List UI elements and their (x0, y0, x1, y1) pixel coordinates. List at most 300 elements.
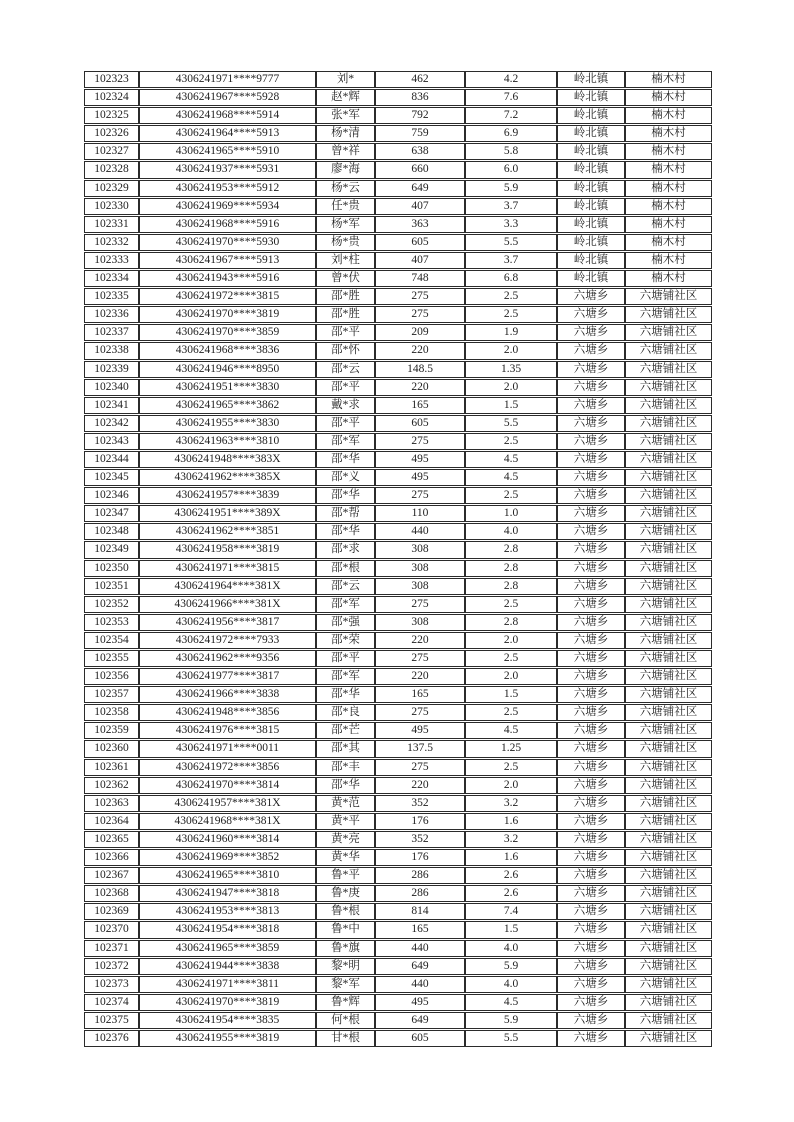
cell-village: 六塘铺社区 (625, 505, 712, 522)
cell-name: 邵*平 (316, 324, 375, 341)
table-row (84, 958, 712, 975)
cell-id_number: 4306241958****3819 (139, 541, 316, 558)
cell-quantity: 2.5 (465, 759, 557, 776)
cell-name: 鲁*中 (316, 921, 375, 938)
cell-id_number: 4306241962****3851 (139, 523, 316, 540)
cell-quantity: 1.5 (465, 921, 557, 938)
cell-id_number: 4306241972****3856 (139, 759, 316, 776)
cell-seq: 102334 (84, 270, 139, 287)
cell-town: 六塘乡 (557, 668, 625, 685)
cell-id_number: 4306241972****3815 (139, 288, 316, 305)
cell-seq: 102352 (84, 596, 139, 613)
table-row (84, 614, 712, 631)
cell-seq: 102343 (84, 433, 139, 450)
cell-name: 邵*胜 (316, 306, 375, 323)
cell-village: 六塘铺社区 (625, 288, 712, 305)
cell-village: 六塘铺社区 (625, 361, 712, 378)
cell-seq: 102331 (84, 216, 139, 233)
cell-amount: 165 (375, 921, 465, 938)
table-row (84, 1012, 712, 1029)
cell-id_number: 4306241944****3838 (139, 958, 316, 975)
cell-town: 六塘乡 (557, 361, 625, 378)
cell-quantity: 1.6 (465, 849, 557, 866)
cell-id_number: 4306241965****3810 (139, 867, 316, 884)
cell-village: 六塘铺社区 (625, 415, 712, 432)
table-row (84, 71, 712, 88)
cell-village: 六塘铺社区 (625, 342, 712, 359)
cell-village: 六塘铺社区 (625, 541, 712, 558)
cell-quantity: 5.5 (465, 234, 557, 251)
cell-amount: 748 (375, 270, 465, 287)
cell-quantity: 6.9 (465, 125, 557, 142)
cell-town: 六塘乡 (557, 487, 625, 504)
cell-village: 六塘铺社区 (625, 650, 712, 667)
cell-village: 楠木村 (625, 252, 712, 269)
cell-name: 刘* (316, 71, 375, 88)
cell-quantity: 6.8 (465, 270, 557, 287)
cell-quantity: 2.0 (465, 379, 557, 396)
cell-name: 邵*丰 (316, 759, 375, 776)
cell-id_number: 4306241954****3818 (139, 921, 316, 938)
cell-name: 鲁*平 (316, 867, 375, 884)
cell-id_number: 4306241953****3813 (139, 903, 316, 920)
cell-town: 六塘乡 (557, 324, 625, 341)
cell-amount: 209 (375, 324, 465, 341)
cell-village: 六塘铺社区 (625, 867, 712, 884)
cell-amount: 220 (375, 632, 465, 649)
cell-amount: 836 (375, 89, 465, 106)
cell-village: 楠木村 (625, 71, 712, 88)
cell-village: 六塘铺社区 (625, 976, 712, 993)
cell-quantity: 5.5 (465, 415, 557, 432)
cell-town: 六塘乡 (557, 686, 625, 703)
cell-village: 六塘铺社区 (625, 885, 712, 902)
cell-id_number: 4306241965****3862 (139, 397, 316, 414)
cell-quantity: 5.5 (465, 1030, 557, 1047)
cell-name: 杨*云 (316, 180, 375, 197)
cell-amount: 275 (375, 433, 465, 450)
cell-id_number: 4306241963****3810 (139, 433, 316, 450)
cell-town: 岭北镇 (557, 180, 625, 197)
cell-id_number: 4306241956****3817 (139, 614, 316, 631)
cell-amount: 495 (375, 994, 465, 1011)
cell-amount: 407 (375, 252, 465, 269)
cell-id_number: 4306241968****3836 (139, 342, 316, 359)
table-row (84, 505, 712, 522)
cell-name: 邵*军 (316, 433, 375, 450)
cell-amount: 407 (375, 198, 465, 215)
table-row (84, 940, 712, 957)
cell-id_number: 4306241947****3818 (139, 885, 316, 902)
cell-name: 邵*平 (316, 650, 375, 667)
cell-village: 六塘铺社区 (625, 1030, 712, 1047)
cell-town: 六塘乡 (557, 523, 625, 540)
cell-quantity: 2.8 (465, 560, 557, 577)
cell-name: 邵*平 (316, 415, 375, 432)
cell-name: 邵*根 (316, 560, 375, 577)
cell-amount: 275 (375, 704, 465, 721)
cell-id_number: 4306241964****5913 (139, 125, 316, 142)
cell-town: 岭北镇 (557, 89, 625, 106)
table-row (84, 759, 712, 776)
cell-seq: 102326 (84, 125, 139, 142)
cell-name: 黄*亮 (316, 831, 375, 848)
cell-quantity: 2.0 (465, 632, 557, 649)
cell-id_number: 4306241966****3838 (139, 686, 316, 703)
table-row (84, 451, 712, 468)
cell-town: 六塘乡 (557, 596, 625, 613)
cell-seq: 102346 (84, 487, 139, 504)
cell-amount: 605 (375, 234, 465, 251)
table-row (84, 795, 712, 812)
cell-amount: 165 (375, 397, 465, 414)
cell-name: 邵*华 (316, 523, 375, 540)
cell-village: 六塘铺社区 (625, 433, 712, 450)
cell-quantity: 1.25 (465, 740, 557, 757)
table-row (84, 921, 712, 938)
cell-id_number: 4306241948****383X (139, 451, 316, 468)
cell-village: 六塘铺社区 (625, 704, 712, 721)
cell-amount: 220 (375, 668, 465, 685)
cell-amount: 440 (375, 976, 465, 993)
cell-amount: 759 (375, 125, 465, 142)
cell-seq: 102361 (84, 759, 139, 776)
cell-seq: 102335 (84, 288, 139, 305)
cell-amount: 308 (375, 560, 465, 577)
cell-name: 廖*海 (316, 161, 375, 178)
cell-village: 六塘铺社区 (625, 487, 712, 504)
cell-amount: 605 (375, 415, 465, 432)
cell-quantity: 4.5 (465, 469, 557, 486)
cell-town: 岭北镇 (557, 143, 625, 160)
cell-quantity: 5.9 (465, 1012, 557, 1029)
cell-name: 邵*军 (316, 668, 375, 685)
cell-name: 戴*求 (316, 397, 375, 414)
cell-id_number: 4306241943****5916 (139, 270, 316, 287)
cell-seq: 102359 (84, 722, 139, 739)
cell-id_number: 4306241967****5928 (139, 89, 316, 106)
table-row (84, 89, 712, 106)
cell-name: 刘*柱 (316, 252, 375, 269)
cell-id_number: 4306241970****3859 (139, 324, 316, 341)
cell-quantity: 2.5 (465, 487, 557, 504)
cell-name: 邵*其 (316, 740, 375, 757)
cell-amount: 220 (375, 379, 465, 396)
cell-quantity: 4.2 (465, 71, 557, 88)
cell-seq: 102328 (84, 161, 139, 178)
cell-amount: 495 (375, 451, 465, 468)
cell-village: 楠木村 (625, 161, 712, 178)
cell-seq: 102349 (84, 541, 139, 558)
cell-quantity: 2.5 (465, 306, 557, 323)
cell-name: 邵*军 (316, 596, 375, 613)
cell-name: 黎*明 (316, 958, 375, 975)
cell-amount: 440 (375, 523, 465, 540)
cell-seq: 102347 (84, 505, 139, 522)
table-row (84, 831, 712, 848)
table-row (84, 994, 712, 1011)
cell-town: 六塘乡 (557, 903, 625, 920)
cell-name: 杨*清 (316, 125, 375, 142)
cell-village: 六塘铺社区 (625, 940, 712, 957)
cell-quantity: 4.0 (465, 976, 557, 993)
cell-seq: 102374 (84, 994, 139, 1011)
cell-amount: 792 (375, 107, 465, 124)
cell-seq: 102369 (84, 903, 139, 920)
cell-seq: 102376 (84, 1030, 139, 1047)
cell-id_number: 4306241971****0011 (139, 740, 316, 757)
cell-quantity: 7.6 (465, 89, 557, 106)
table-row (84, 379, 712, 396)
cell-town: 六塘乡 (557, 958, 625, 975)
cell-amount: 275 (375, 759, 465, 776)
cell-town: 六塘乡 (557, 578, 625, 595)
cell-town: 六塘乡 (557, 469, 625, 486)
table-row (84, 560, 712, 577)
cell-quantity: 5.9 (465, 180, 557, 197)
cell-town: 六塘乡 (557, 740, 625, 757)
table-row (84, 632, 712, 649)
cell-quantity: 6.0 (465, 161, 557, 178)
cell-name: 甘*根 (316, 1030, 375, 1047)
cell-town: 岭北镇 (557, 270, 625, 287)
cell-town: 六塘乡 (557, 288, 625, 305)
cell-amount: 352 (375, 795, 465, 812)
table-row (84, 216, 712, 233)
table-row (84, 143, 712, 160)
cell-seq: 102344 (84, 451, 139, 468)
cell-amount: 649 (375, 1012, 465, 1029)
cell-town: 六塘乡 (557, 505, 625, 522)
cell-seq: 102329 (84, 180, 139, 197)
cell-village: 六塘铺社区 (625, 324, 712, 341)
cell-seq: 102372 (84, 958, 139, 975)
cell-quantity: 2.5 (465, 650, 557, 667)
records-tbody (84, 71, 712, 1047)
cell-name: 邵*华 (316, 451, 375, 468)
cell-town: 六塘乡 (557, 415, 625, 432)
cell-village: 六塘铺社区 (625, 560, 712, 577)
cell-id_number: 4306241966****381X (139, 596, 316, 613)
cell-amount: 275 (375, 288, 465, 305)
cell-town: 六塘乡 (557, 560, 625, 577)
cell-id_number: 4306241965****5910 (139, 143, 316, 160)
cell-seq: 102364 (84, 813, 139, 830)
cell-seq: 102324 (84, 89, 139, 106)
cell-id_number: 4306241954****3835 (139, 1012, 316, 1029)
table-row (84, 541, 712, 558)
cell-quantity: 2.5 (465, 704, 557, 721)
cell-quantity: 1.0 (465, 505, 557, 522)
cell-seq: 102339 (84, 361, 139, 378)
cell-id_number: 4306241968****5914 (139, 107, 316, 124)
cell-id_number: 4306241960****3814 (139, 831, 316, 848)
cell-seq: 102354 (84, 632, 139, 649)
cell-town: 六塘乡 (557, 994, 625, 1011)
cell-village: 六塘铺社区 (625, 686, 712, 703)
cell-name: 邵*华 (316, 686, 375, 703)
cell-seq: 102357 (84, 686, 139, 703)
cell-amount: 495 (375, 722, 465, 739)
cell-name: 黎*军 (316, 976, 375, 993)
cell-quantity: 2.8 (465, 614, 557, 631)
cell-seq: 102371 (84, 940, 139, 957)
cell-quantity: 3.3 (465, 216, 557, 233)
cell-village: 楠木村 (625, 198, 712, 215)
cell-seq: 102368 (84, 885, 139, 902)
cell-quantity: 1.35 (465, 361, 557, 378)
cell-name: 鲁*辉 (316, 994, 375, 1011)
cell-id_number: 4306241957****3839 (139, 487, 316, 504)
cell-quantity: 2.5 (465, 596, 557, 613)
cell-name: 邵*义 (316, 469, 375, 486)
cell-amount: 495 (375, 469, 465, 486)
table-row (84, 306, 712, 323)
cell-name: 邵*求 (316, 541, 375, 558)
cell-town: 六塘乡 (557, 759, 625, 776)
cell-village: 六塘铺社区 (625, 740, 712, 757)
cell-quantity: 4.5 (465, 451, 557, 468)
cell-quantity: 2.0 (465, 342, 557, 359)
cell-seq: 102332 (84, 234, 139, 251)
cell-id_number: 4306241968****381X (139, 813, 316, 830)
cell-village: 六塘铺社区 (625, 306, 712, 323)
cell-id_number: 4306241964****381X (139, 578, 316, 595)
table-row (84, 397, 712, 414)
cell-quantity: 2.8 (465, 578, 557, 595)
cell-village: 楠木村 (625, 216, 712, 233)
cell-name: 邵*平 (316, 379, 375, 396)
cell-seq: 102356 (84, 668, 139, 685)
cell-quantity: 4.5 (465, 994, 557, 1011)
table-row (84, 252, 712, 269)
cell-quantity: 2.5 (465, 433, 557, 450)
records-table (84, 70, 712, 1048)
table-row (84, 125, 712, 142)
cell-amount: 275 (375, 650, 465, 667)
cell-seq: 102360 (84, 740, 139, 757)
cell-amount: 308 (375, 541, 465, 558)
cell-quantity: 7.2 (465, 107, 557, 124)
cell-village: 楠木村 (625, 107, 712, 124)
cell-village: 六塘铺社区 (625, 1012, 712, 1029)
cell-amount: 176 (375, 813, 465, 830)
cell-id_number: 4306241946****8950 (139, 361, 316, 378)
cell-quantity: 2.5 (465, 288, 557, 305)
cell-name: 杨*军 (316, 216, 375, 233)
table-row (84, 361, 712, 378)
cell-village: 六塘铺社区 (625, 813, 712, 830)
cell-seq: 102336 (84, 306, 139, 323)
table-row (84, 596, 712, 613)
cell-seq: 102355 (84, 650, 139, 667)
cell-name: 张*军 (316, 107, 375, 124)
cell-name: 邵*帮 (316, 505, 375, 522)
cell-seq: 102338 (84, 342, 139, 359)
cell-amount: 308 (375, 578, 465, 595)
cell-amount: 220 (375, 342, 465, 359)
cell-quantity: 3.7 (465, 252, 557, 269)
cell-town: 岭北镇 (557, 125, 625, 142)
table-row (84, 976, 712, 993)
cell-amount: 660 (375, 161, 465, 178)
cell-town: 六塘乡 (557, 342, 625, 359)
cell-village: 六塘铺社区 (625, 451, 712, 468)
cell-quantity: 2.6 (465, 867, 557, 884)
cell-seq: 102366 (84, 849, 139, 866)
cell-quantity: 1.9 (465, 324, 557, 341)
cell-town: 岭北镇 (557, 71, 625, 88)
table-row (84, 668, 712, 685)
cell-quantity: 3.7 (465, 198, 557, 215)
cell-quantity: 4.0 (465, 523, 557, 540)
table-row (84, 288, 712, 305)
cell-id_number: 4306241971****3811 (139, 976, 316, 993)
cell-name: 邵*胜 (316, 288, 375, 305)
cell-name: 鲁*庚 (316, 885, 375, 902)
cell-seq: 102333 (84, 252, 139, 269)
cell-amount: 649 (375, 958, 465, 975)
cell-id_number: 4306241970****3819 (139, 994, 316, 1011)
cell-village: 六塘铺社区 (625, 777, 712, 794)
cell-id_number: 4306241968****5916 (139, 216, 316, 233)
cell-town: 六塘乡 (557, 722, 625, 739)
cell-village: 六塘铺社区 (625, 994, 712, 1011)
cell-village: 六塘铺社区 (625, 578, 712, 595)
cell-id_number: 4306241951****3830 (139, 379, 316, 396)
table-row (84, 433, 712, 450)
cell-quantity: 2.8 (465, 541, 557, 558)
cell-seq: 102358 (84, 704, 139, 721)
cell-id_number: 4306241948****3856 (139, 704, 316, 721)
cell-town: 岭北镇 (557, 216, 625, 233)
cell-town: 六塘乡 (557, 849, 625, 866)
cell-name: 邵*强 (316, 614, 375, 631)
table-row (84, 107, 712, 124)
cell-id_number: 4306241962****9356 (139, 650, 316, 667)
table-row (84, 342, 712, 359)
cell-name: 邵*芒 (316, 722, 375, 739)
cell-village: 六塘铺社区 (625, 614, 712, 631)
cell-town: 岭北镇 (557, 198, 625, 215)
cell-amount: 814 (375, 903, 465, 920)
cell-name: 鲁*根 (316, 903, 375, 920)
cell-id_number: 4306241955****3830 (139, 415, 316, 432)
cell-seq: 102370 (84, 921, 139, 938)
cell-village: 六塘铺社区 (625, 903, 712, 920)
cell-quantity: 4.5 (465, 722, 557, 739)
cell-name: 曾*伏 (316, 270, 375, 287)
cell-name: 邵*良 (316, 704, 375, 721)
cell-seq: 102348 (84, 523, 139, 540)
cell-quantity: 1.5 (465, 686, 557, 703)
cell-quantity: 3.2 (465, 795, 557, 812)
cell-quantity: 2.6 (465, 885, 557, 902)
cell-id_number: 4306241969****3852 (139, 849, 316, 866)
table-row (84, 469, 712, 486)
cell-quantity: 5.8 (465, 143, 557, 160)
cell-name: 邵*怀 (316, 342, 375, 359)
cell-amount: 363 (375, 216, 465, 233)
cell-seq: 102375 (84, 1012, 139, 1029)
cell-name: 黄*平 (316, 813, 375, 830)
cell-seq: 102340 (84, 379, 139, 396)
table-row (84, 198, 712, 215)
cell-town: 六塘乡 (557, 921, 625, 938)
table-row (84, 523, 712, 540)
cell-town: 六塘乡 (557, 976, 625, 993)
cell-village: 六塘铺社区 (625, 632, 712, 649)
